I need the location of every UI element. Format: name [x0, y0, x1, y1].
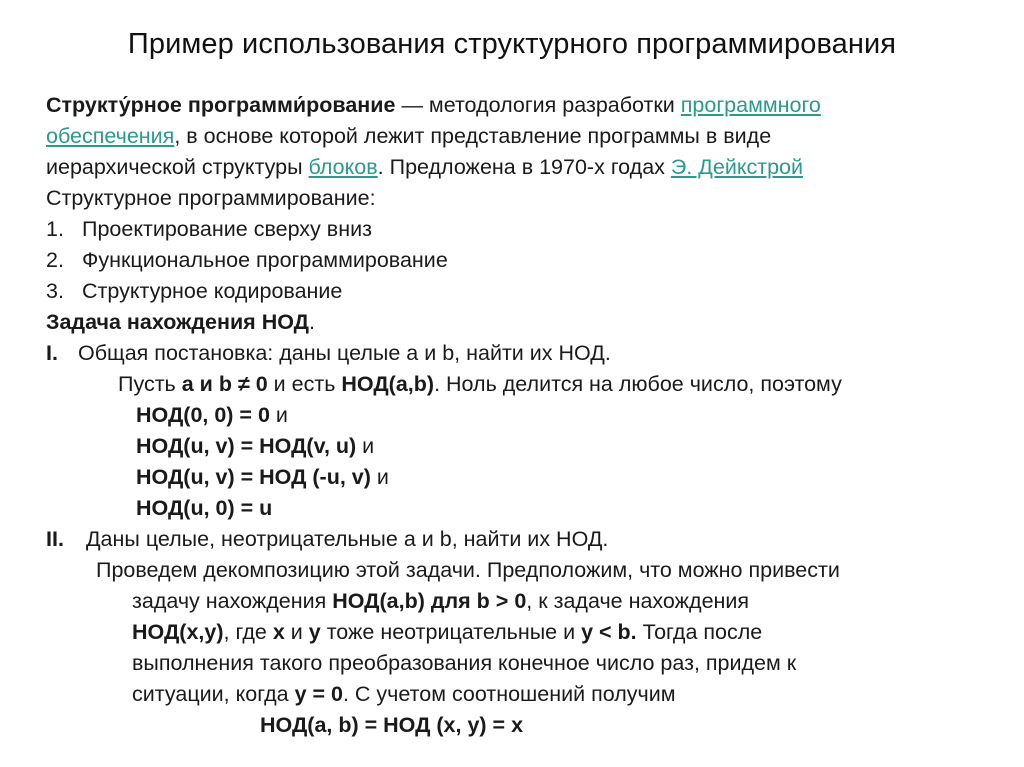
list-text: Структурное кодирование — [82, 279, 343, 303]
slide-title: Пример использования структурного программирования — [127, 28, 897, 60]
task-title-text: Задача нахождения НОД — [46, 310, 309, 334]
formula-tail: и — [269, 403, 288, 427]
definition-text: , в основе которой лежит представление программы в виде — [174, 124, 772, 148]
list-number: 2. — [46, 248, 64, 272]
result-formula — [46, 710, 996, 741]
text-bold: a и b ≠ 0 — [181, 372, 268, 396]
formula-line — [46, 400, 996, 431]
part1-text: Общая постановка: даны целые a и b, найти их НОД. — [78, 341, 611, 365]
link-software[interactable]: программного — [680, 93, 821, 117]
formula-line — [46, 462, 996, 493]
text: . Ноль делится на любое число, поэтому — [434, 372, 842, 396]
definition-line-1 — [46, 90, 996, 121]
slide-body — [46, 90, 996, 741]
definition-line-2 — [46, 121, 996, 152]
text: и есть — [267, 372, 342, 396]
text: ситуации, когда — [132, 682, 295, 706]
part2-paragraph-line — [46, 679, 996, 710]
list-item — [46, 245, 996, 276]
task-title — [46, 307, 996, 338]
part1-let — [46, 369, 996, 400]
link-blocks[interactable]: блоков — [308, 155, 378, 179]
text: , к задаче нахождения — [526, 589, 750, 613]
text-bold: НОД(x,y) — [132, 620, 224, 644]
text: . С учетом соотношений получим — [342, 682, 676, 706]
list-number: 3. — [46, 279, 64, 303]
part1-number: I. — [46, 341, 58, 365]
text-bold: y < b. — [581, 620, 637, 644]
text-bold: НОД(a,b) для b > 0 — [332, 589, 527, 613]
formula-line — [46, 493, 996, 524]
part2-number: II. — [46, 527, 64, 551]
part2-paragraph-line: Проведем декомпозицию этой задачи. Предположим, что можно привести — [96, 558, 840, 582]
link-dijkstra[interactable]: Э. Дейкстрой — [670, 155, 804, 179]
definition-text: — методология разработки — [395, 93, 681, 117]
definition-term: Структу́рное программи́рование — [46, 93, 396, 117]
formula-tail: и — [370, 465, 389, 489]
formula: НОД(a, b) = НОД (x, y) = x — [260, 713, 524, 737]
list-text: Функциональное программирование — [82, 248, 448, 272]
definition-text: иерархической структуры — [46, 155, 309, 179]
list-item — [46, 214, 996, 245]
definition-line-3 — [46, 152, 996, 183]
formula: НОД(u, v) = НОД (-u, v) — [136, 465, 371, 489]
text: , где — [223, 620, 273, 644]
text: Пусть — [118, 372, 182, 396]
part2-paragraph-line — [46, 586, 996, 617]
text: задачу нахождения — [132, 589, 333, 613]
part2-heading — [46, 524, 996, 555]
formula: НОД(u, 0) = u — [136, 496, 273, 520]
part2-paragraph-line — [46, 617, 996, 648]
link-software-2[interactable]: обеспечения — [46, 124, 175, 148]
text: Тогда после — [636, 620, 763, 644]
definition-text: . Предложена в 1970-х годах — [377, 155, 671, 179]
part2-text: Даны целые, неотрицательные a и b, найти их НОД. — [86, 527, 609, 551]
list-text: Проектирование сверху вниз — [82, 217, 372, 241]
formula: НОД(u, v) = НОД(v, u) — [136, 434, 357, 458]
formula-line — [46, 431, 996, 462]
list-intro: Структурное программирование: — [46, 186, 376, 210]
formula: НОД(0, 0) = 0 — [136, 403, 270, 427]
text-bold: y — [308, 620, 321, 644]
text-bold: НОД(a,b) — [341, 372, 435, 396]
part2-paragraph-line: выполнения такого преобразования конечное число раз, придем к — [132, 651, 797, 675]
list-item — [46, 276, 996, 307]
text-bold: x — [272, 620, 285, 644]
formula-tail: и — [356, 434, 375, 458]
part1-heading — [46, 338, 996, 369]
text: и — [284, 620, 309, 644]
task-title-dot: . — [308, 310, 315, 334]
text: тоже неотрицательные и — [320, 620, 582, 644]
list-number: 1. — [46, 217, 64, 241]
text-bold: y = 0 — [294, 682, 343, 706]
